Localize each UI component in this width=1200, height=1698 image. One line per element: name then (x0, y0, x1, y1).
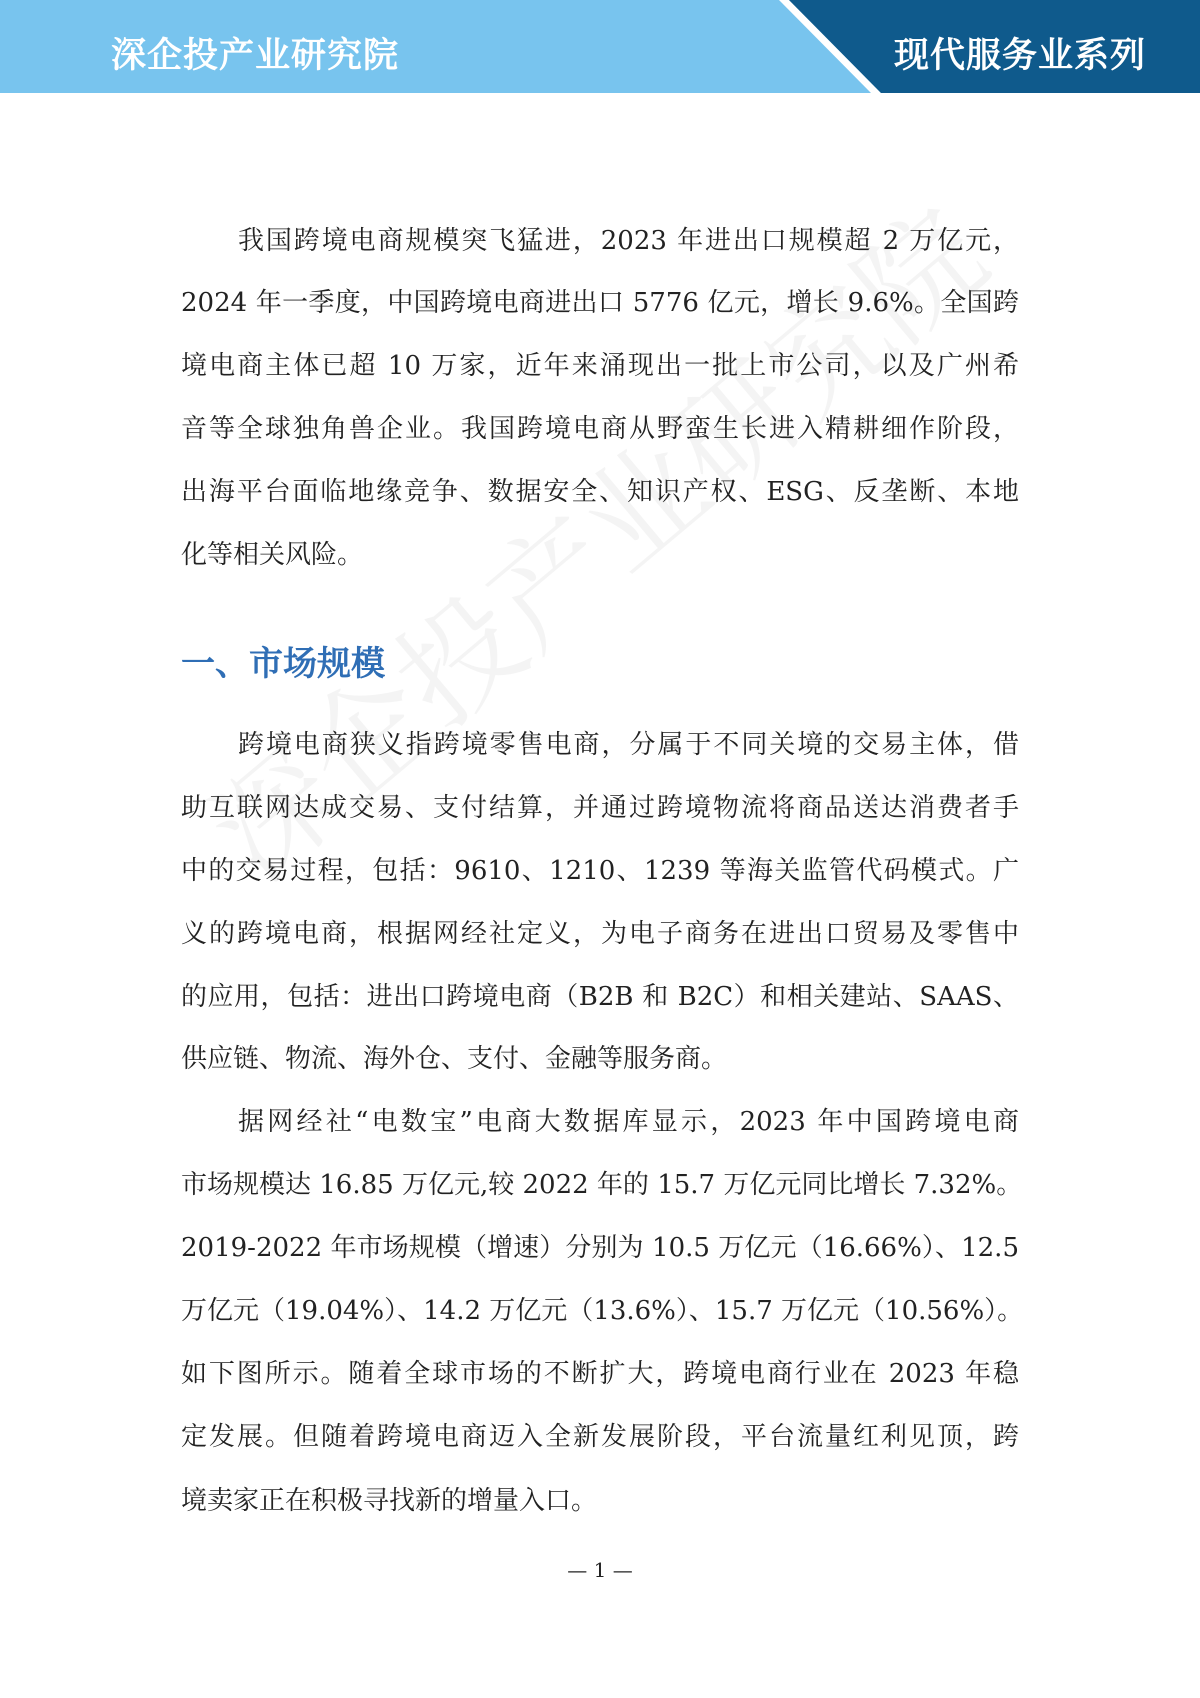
text-line: 中的交易过程，包括：9610、1210、1239 等海关监管代码模式。广 (181, 856, 1019, 886)
text-line: 我国跨境电商规模突飞猛进，2023 年进出口规模超 2 万亿元， (238, 226, 1019, 256)
text-line: 跨境电商狭义指跨境零售电商，分属于不同关境的交易主体，借 (238, 730, 1019, 760)
text-line: 2024 年一季度，中国跨境电商进出口 5776 亿元，增长 9.6%。全国跨 (181, 288, 1019, 318)
text-line: 境卖家正在积极寻找新的增量入口。 (181, 1486, 598, 1516)
text-line: 出海平台面临地缘竞争、数据安全、知识产权、ESG、反垄断、本地 (181, 477, 1019, 507)
text-line: 助互联网达成交易、支付结算，并通过跨境物流将商品送达消费者手 (181, 793, 1019, 823)
page-number: — 1 — (567, 1558, 633, 1582)
text-line: 据网经社“电数宝”电商大数据库显示，2023 年中国跨境电商 (238, 1107, 1019, 1137)
text-line: 万亿元（19.04%）、14.2 万亿元（13.6%）、15.7 万亿元（10.56%）。 (181, 1296, 1024, 1326)
text-line: 如下图所示。随着全球市场的不断扩大，跨境电商行业在 2023 年稳 (181, 1359, 1019, 1389)
text-line: 的应用，包括：进出口跨境电商（B2B 和 B2C）和相关建站、SAAS、 (181, 982, 1019, 1012)
series-title: 现代服务业系列 (894, 36, 1147, 76)
text-line: 境电商主体已超 10 万家，近年来涌现出一批上市公司，以及广州希 (181, 351, 1019, 381)
text-line: 化等相关风险。 (181, 540, 364, 570)
text-line: 供应链、物流、海外仓、支付、金融等服务商。 (181, 1044, 728, 1074)
text-line: 音等全球独角兽企业。我国跨境电商从野蛮生长进入精耕细作阶段， (181, 414, 1019, 444)
institute-title: 深企投产业研究院 (111, 36, 400, 76)
section-heading: 一、市场规模 (181, 644, 385, 684)
text-line: 义的跨境电商，根据网经社定义，为电子商务在进出口贸易及零售中 (181, 919, 1019, 949)
text-line: 2019-2022 年市场规模（增速）分别为 10.5 万亿元（16.66%）、12.5 (181, 1233, 1019, 1263)
text-line: 定发展。但随着跨境电商迈入全新发展阶段，平台流量红利见顶，跨 (181, 1422, 1019, 1452)
text-line: 市场规模达 16.85 万亿元,较 2022 年的 15.7 万亿元同比增长 7.32%。 (181, 1170, 1023, 1200)
